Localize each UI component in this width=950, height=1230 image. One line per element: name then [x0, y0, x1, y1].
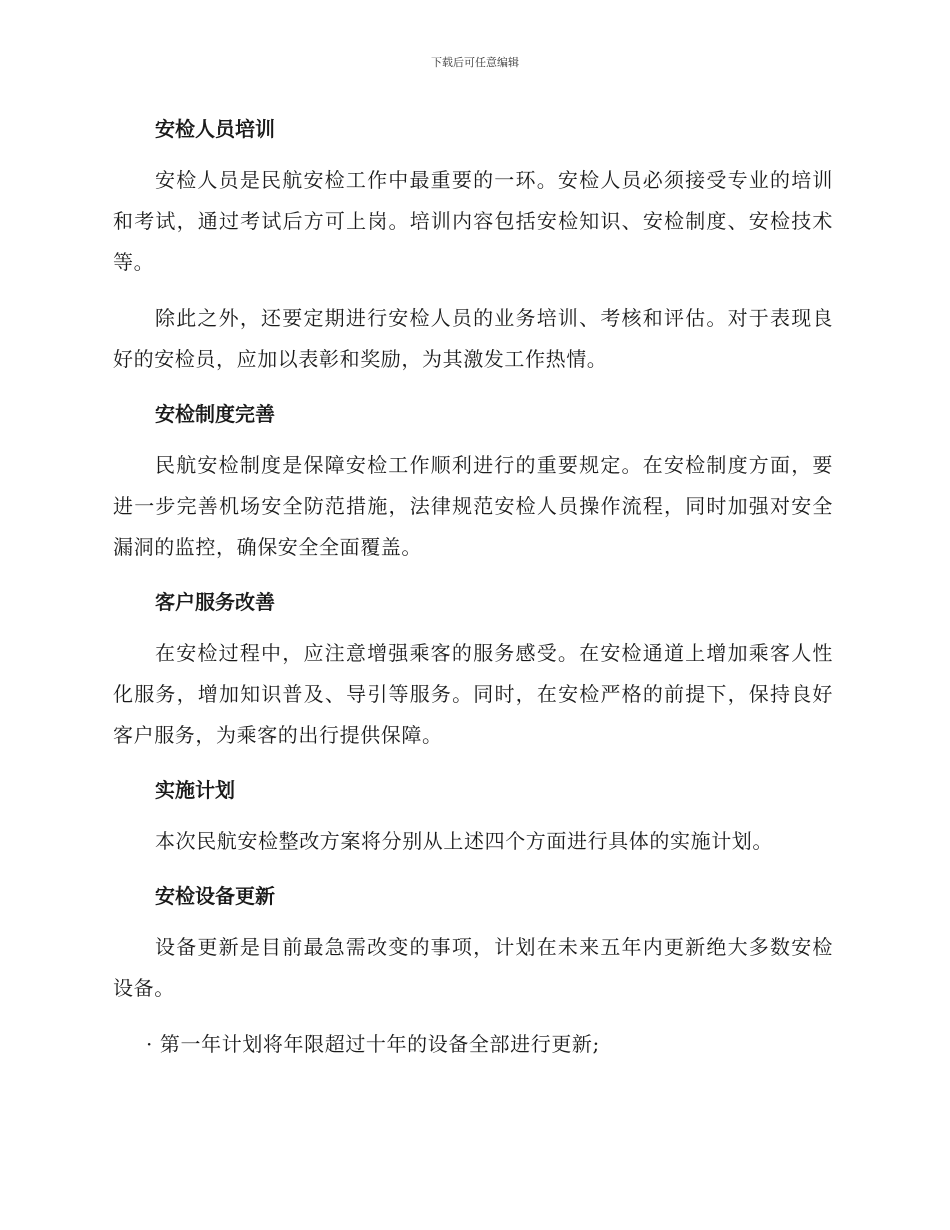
- section-heading: 安检制度完善: [155, 402, 275, 426]
- document-body: [113, 110, 833, 1065]
- section-heading: 安检设备更新: [155, 884, 275, 908]
- section-heading: 客户服务改善: [155, 590, 275, 614]
- section-heading: 实施计划: [155, 778, 235, 802]
- section-regulations: [113, 395, 833, 568]
- paragraph: 在安检过程中，应注意增强乘客的服务感受。在安检通道上增加乘客人性化服务，增加知识普及、导引等服务。同时，在安检严格的前提下，保持良好客户服务，为乘客的出行提供保障。: [113, 641, 833, 747]
- paragraph: 除此之外，还要定期进行安检人员的业务培训、考核和评估。对于表现良好的安检员，应加以表彰和奖励，为其激发工作热情。: [113, 306, 833, 371]
- section-equipment-update: [113, 877, 833, 1065]
- paragraph: 本次民航安检整改方案将分别从上述四个方面进行具体的实施计划。: [155, 829, 773, 853]
- section-training: [113, 110, 833, 380]
- paragraph: 安检人员是民航安检工作中最重要的一环。安检人员必须接受专业的培训和考试，通过考试后方可上岗。培训内容包括安检知识、安检制度、安检技术等。: [113, 168, 833, 274]
- paragraph: 设备更新是目前最急需改变的事项，计划在未来五年内更新绝大多数安检设备。: [113, 935, 833, 1000]
- section-implementation-plan: [113, 771, 833, 862]
- section-heading: 安检人员培训: [155, 117, 275, 141]
- paragraph: 民航安检制度是保障安检工作顺利进行的重要规定。在安检制度方面，要进一步完善机场安全防范措施，法律规范安检人员操作流程，同时加强对安全漏洞的监控，确保安全全面覆盖。: [113, 453, 833, 559]
- bullet-item: · 第一年计划将年限超过十年的设备全部进行更新;: [146, 1032, 600, 1056]
- header-note: 下载后可任意编辑: [431, 56, 519, 69]
- section-customer-service: [113, 583, 833, 756]
